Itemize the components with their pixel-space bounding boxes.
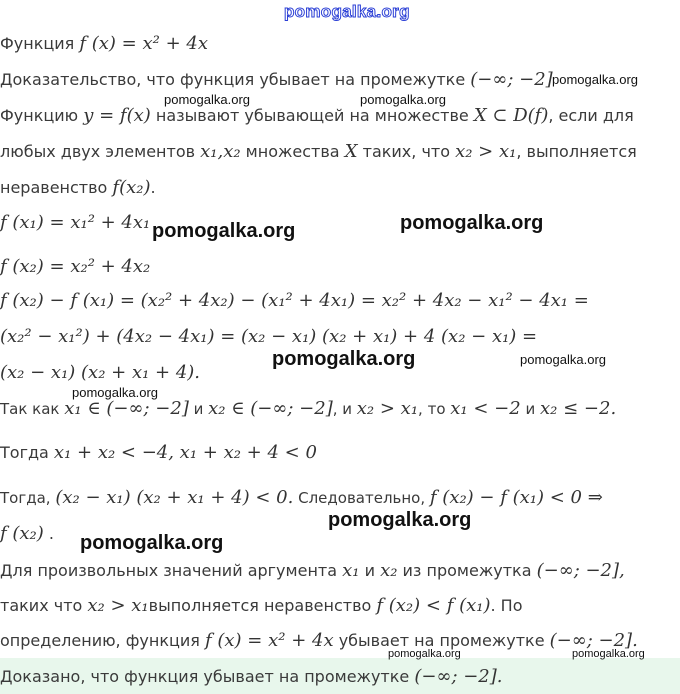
math: x₂ > x₁ [87,595,149,616]
text: Тогда, [0,489,56,507]
equation-f-x2: f (x₂) = x₂² + 4x₂ [0,256,151,277]
watermark: pomogalka.org [164,92,250,107]
watermark: pomogalka.org [572,648,645,660]
math: x₂ ∈ (−∞; −2] [208,398,333,419]
math: (−∞; −2], [536,560,625,581]
product-inequality [0,487,603,509]
math: (−∞; −2]. [549,630,638,651]
watermark: pomogalka.org [152,220,296,242]
text: любых двух элементов [0,142,201,161]
math: f(x₂) [112,177,151,198]
definition-line-1 [0,105,634,127]
text: Функция [0,34,80,53]
text: выполняется неравенство [148,596,377,615]
proved-statement [0,666,503,688]
text: и [188,400,209,418]
equation-difference-2: (x₂² − x₁²) + (4x₂ − 4x₁) = (x₂ − x₁) (x₂ + x₁) + 4 (x₂ − x₁) = [0,326,538,347]
watermark: pomogalka.org [272,348,416,370]
math: x₁ < −2 [450,398,521,419]
text: . [150,178,156,197]
text: множества [240,142,345,161]
text: Доказательство, что функция убывает на промежутке [0,70,471,89]
text: определению, функция [0,631,205,650]
math: X [344,141,358,162]
proof-heading [0,69,553,91]
text: Так как [0,400,65,418]
watermark: pomogalka.org [80,532,224,554]
text: Доказано, что функция убывает на промежутке [0,667,415,686]
math: f (x) = x² + 4x [205,630,334,651]
text: и [520,400,541,418]
function-statement [0,33,208,55]
text: из промежутка [397,561,537,580]
text: Функцию [0,106,84,125]
text: таких, что [357,142,456,161]
watermark: pomogalka.org [552,72,638,87]
conclusion-line-3 [0,630,638,652]
text: неравенство [0,178,113,197]
math: x₁ [342,560,360,581]
math: x₁,x₂ [200,141,241,162]
math: x₂ > x₁ [356,398,419,419]
equation-f-x1: f (x₁) = x₁² + 4x₁ [0,212,151,233]
watermark: pomogalka.org [360,92,446,107]
conclusion-line-1 [0,560,625,582]
math: x₁ ∈ (−∞; −2] [64,398,189,419]
text: , если для [548,106,634,125]
math: (−∞; −2]. [414,666,503,687]
math: (x₂ − x₁) (x₂ + x₁ + 4) < 0. [55,487,294,508]
math: X ⊂ D(f) [473,105,549,126]
text: . По [490,596,523,615]
text: таких что [0,596,88,615]
condition-line [0,398,616,420]
result-f-x2 [0,523,54,545]
text: , и [332,400,357,418]
math: (−∞; −2] [470,69,553,90]
text: Для произвольных значений аргумента [0,561,343,580]
math: f (x₂) < f (x₁) [376,595,491,616]
text: и [359,561,381,580]
text: называют убывающей на множестве [150,106,474,125]
conclusion-line-2 [0,595,523,617]
equation-difference-1: f (x₂) − f (x₁) = (x₂² + 4x₂) − (x₁² + 4x₁) = x₂² + 4x₂ − x₁² − 4x₁ = [0,290,589,311]
math: f (x₂) − f (x₁) < 0 ⇒ [429,487,603,508]
math: f (x₂) [0,523,44,544]
definition-line-2 [0,141,637,163]
watermark: pomogalka.org [72,385,158,400]
math: f (x) = x² + 4x [79,33,208,54]
watermark: pomogalka.org [400,212,544,234]
text: . [43,524,54,543]
watermark: pomogalka.org [520,352,606,367]
math: y = f(x) [83,105,151,126]
text: , выполняется [516,142,637,161]
text: , то [418,400,451,418]
site-logo[interactable]: pomogalka.org [284,2,410,21]
watermark: pomogalka.org [328,509,472,531]
watermark: pomogalka.org [388,648,461,660]
math: x₂ [380,560,398,581]
math: x₂ ≤ −2. [540,398,617,419]
text: Следовательно, [293,489,430,507]
math: x₂ > x₁ [455,141,517,162]
text: убывает на промежутке [333,631,550,650]
definition-line-3 [0,177,156,199]
equation-difference-3: (x₂ − x₁) (x₂ + x₁ + 4). [0,362,201,383]
sum-inequality [0,442,317,464]
math: x₁ + x₂ < −4, x₁ + x₂ + 4 < 0 [53,442,317,463]
text: Тогда [0,443,54,462]
